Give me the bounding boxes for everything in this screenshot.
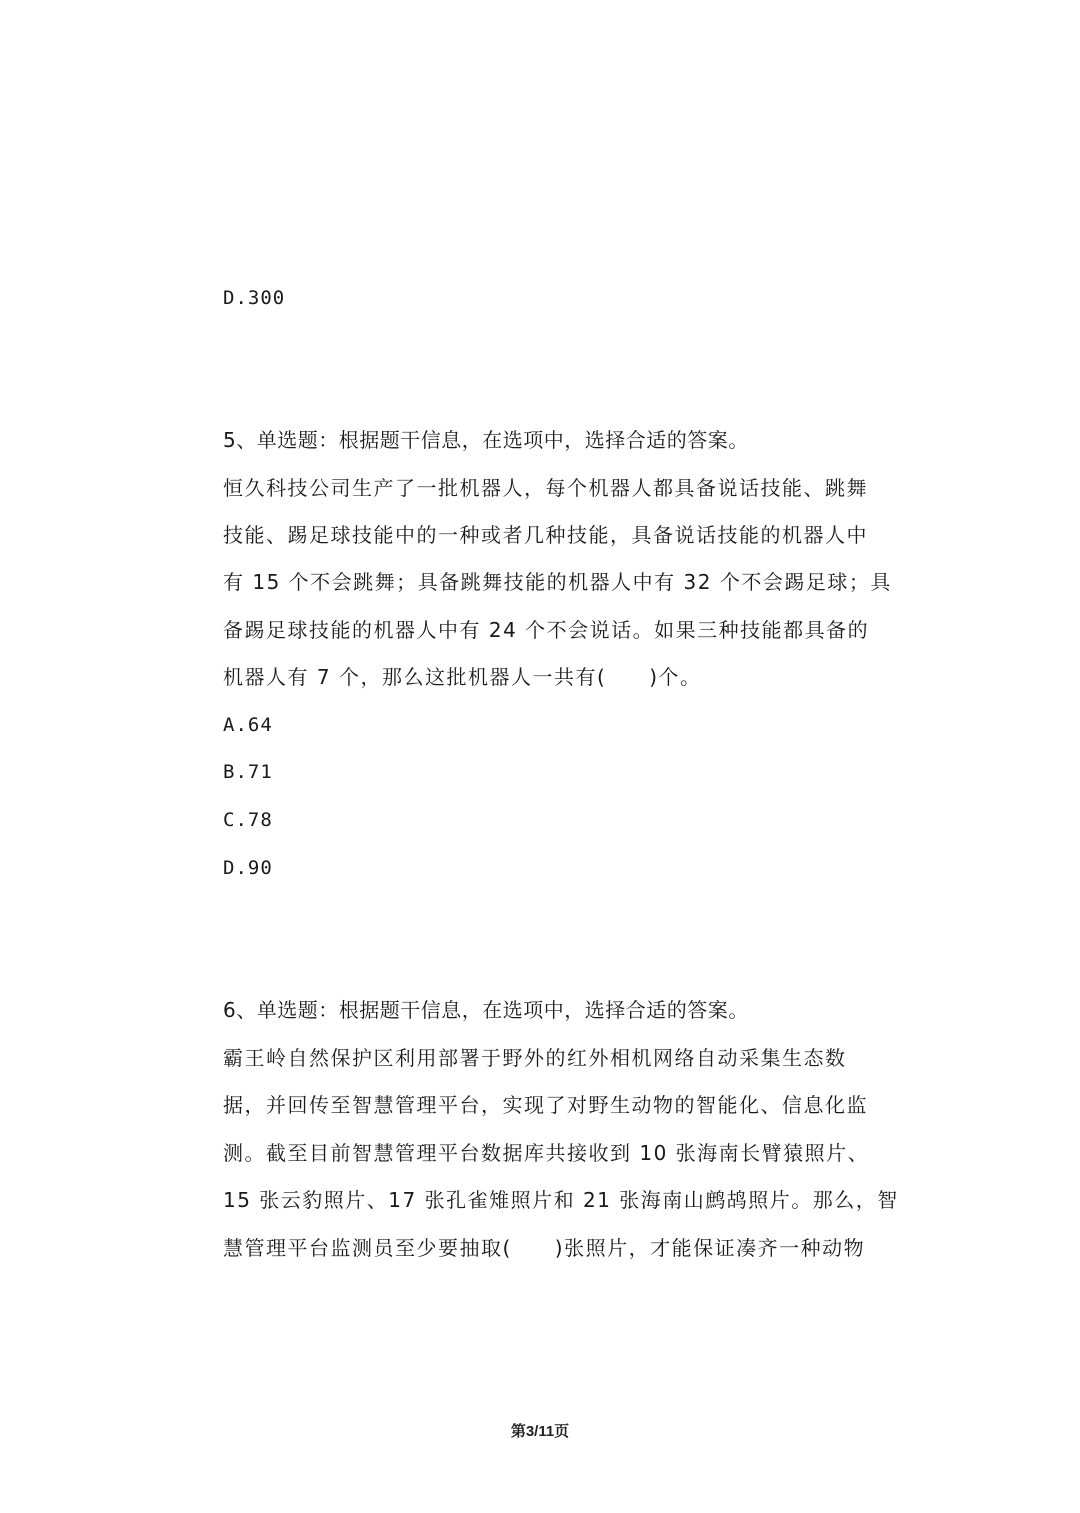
- q5-line-3: 有 15 个不会跳舞；具备跳舞技能的机器人中有 32 个不会踢足球；具: [223, 570, 892, 594]
- q5-line-4: 备踢足球技能的机器人中有 24 个不会说话。如果三种技能都具备的: [223, 618, 870, 642]
- prev-option-d: D.300: [223, 287, 286, 309]
- q6-line-5: 慧管理平台监测员至少要抽取( )张照片，才能保证凑齐一种动物: [223, 1236, 866, 1260]
- q5-option-a: A.64: [223, 714, 273, 736]
- q5-option-b: B.71: [223, 761, 273, 783]
- q5-header: 5、单选题：根据题干信息，在选项中，选择合适的答案。: [223, 428, 749, 452]
- q5-line-2: 技能、踢足球技能中的一种或者几种技能，具备说话技能的机器人中: [223, 523, 868, 547]
- q5-option-d: D.90: [223, 857, 273, 879]
- q6-header: 6、单选题：根据题干信息，在选项中，选择合适的答案。: [223, 998, 749, 1022]
- page-number: 第3/11页: [510, 1423, 570, 1440]
- q6-line-1: 霸王岭自然保护区利用部署于野外的红外相机网络自动采集生态数: [223, 1046, 847, 1070]
- q5-line-5: 机器人有 7 个，那么这批机器人一共有( )个。: [223, 665, 702, 689]
- q5-option-c: C.78: [223, 809, 273, 831]
- q5-line-1: 恒久科技公司生产了一批机器人，每个机器人都具备说话技能、跳舞: [223, 476, 868, 500]
- q6-line-4: 15 张云豹照片、17 张孔雀雉照片和 21 张海南山鹧鸪照片。那么，智: [223, 1188, 899, 1212]
- q6-line-2: 据，并回传至智慧管理平台，实现了对野生动物的智能化、信息化监: [223, 1093, 868, 1117]
- q6-line-3: 测。截至目前智慧管理平台数据库共接收到 10 张海南长臂猿照片、: [223, 1141, 870, 1165]
